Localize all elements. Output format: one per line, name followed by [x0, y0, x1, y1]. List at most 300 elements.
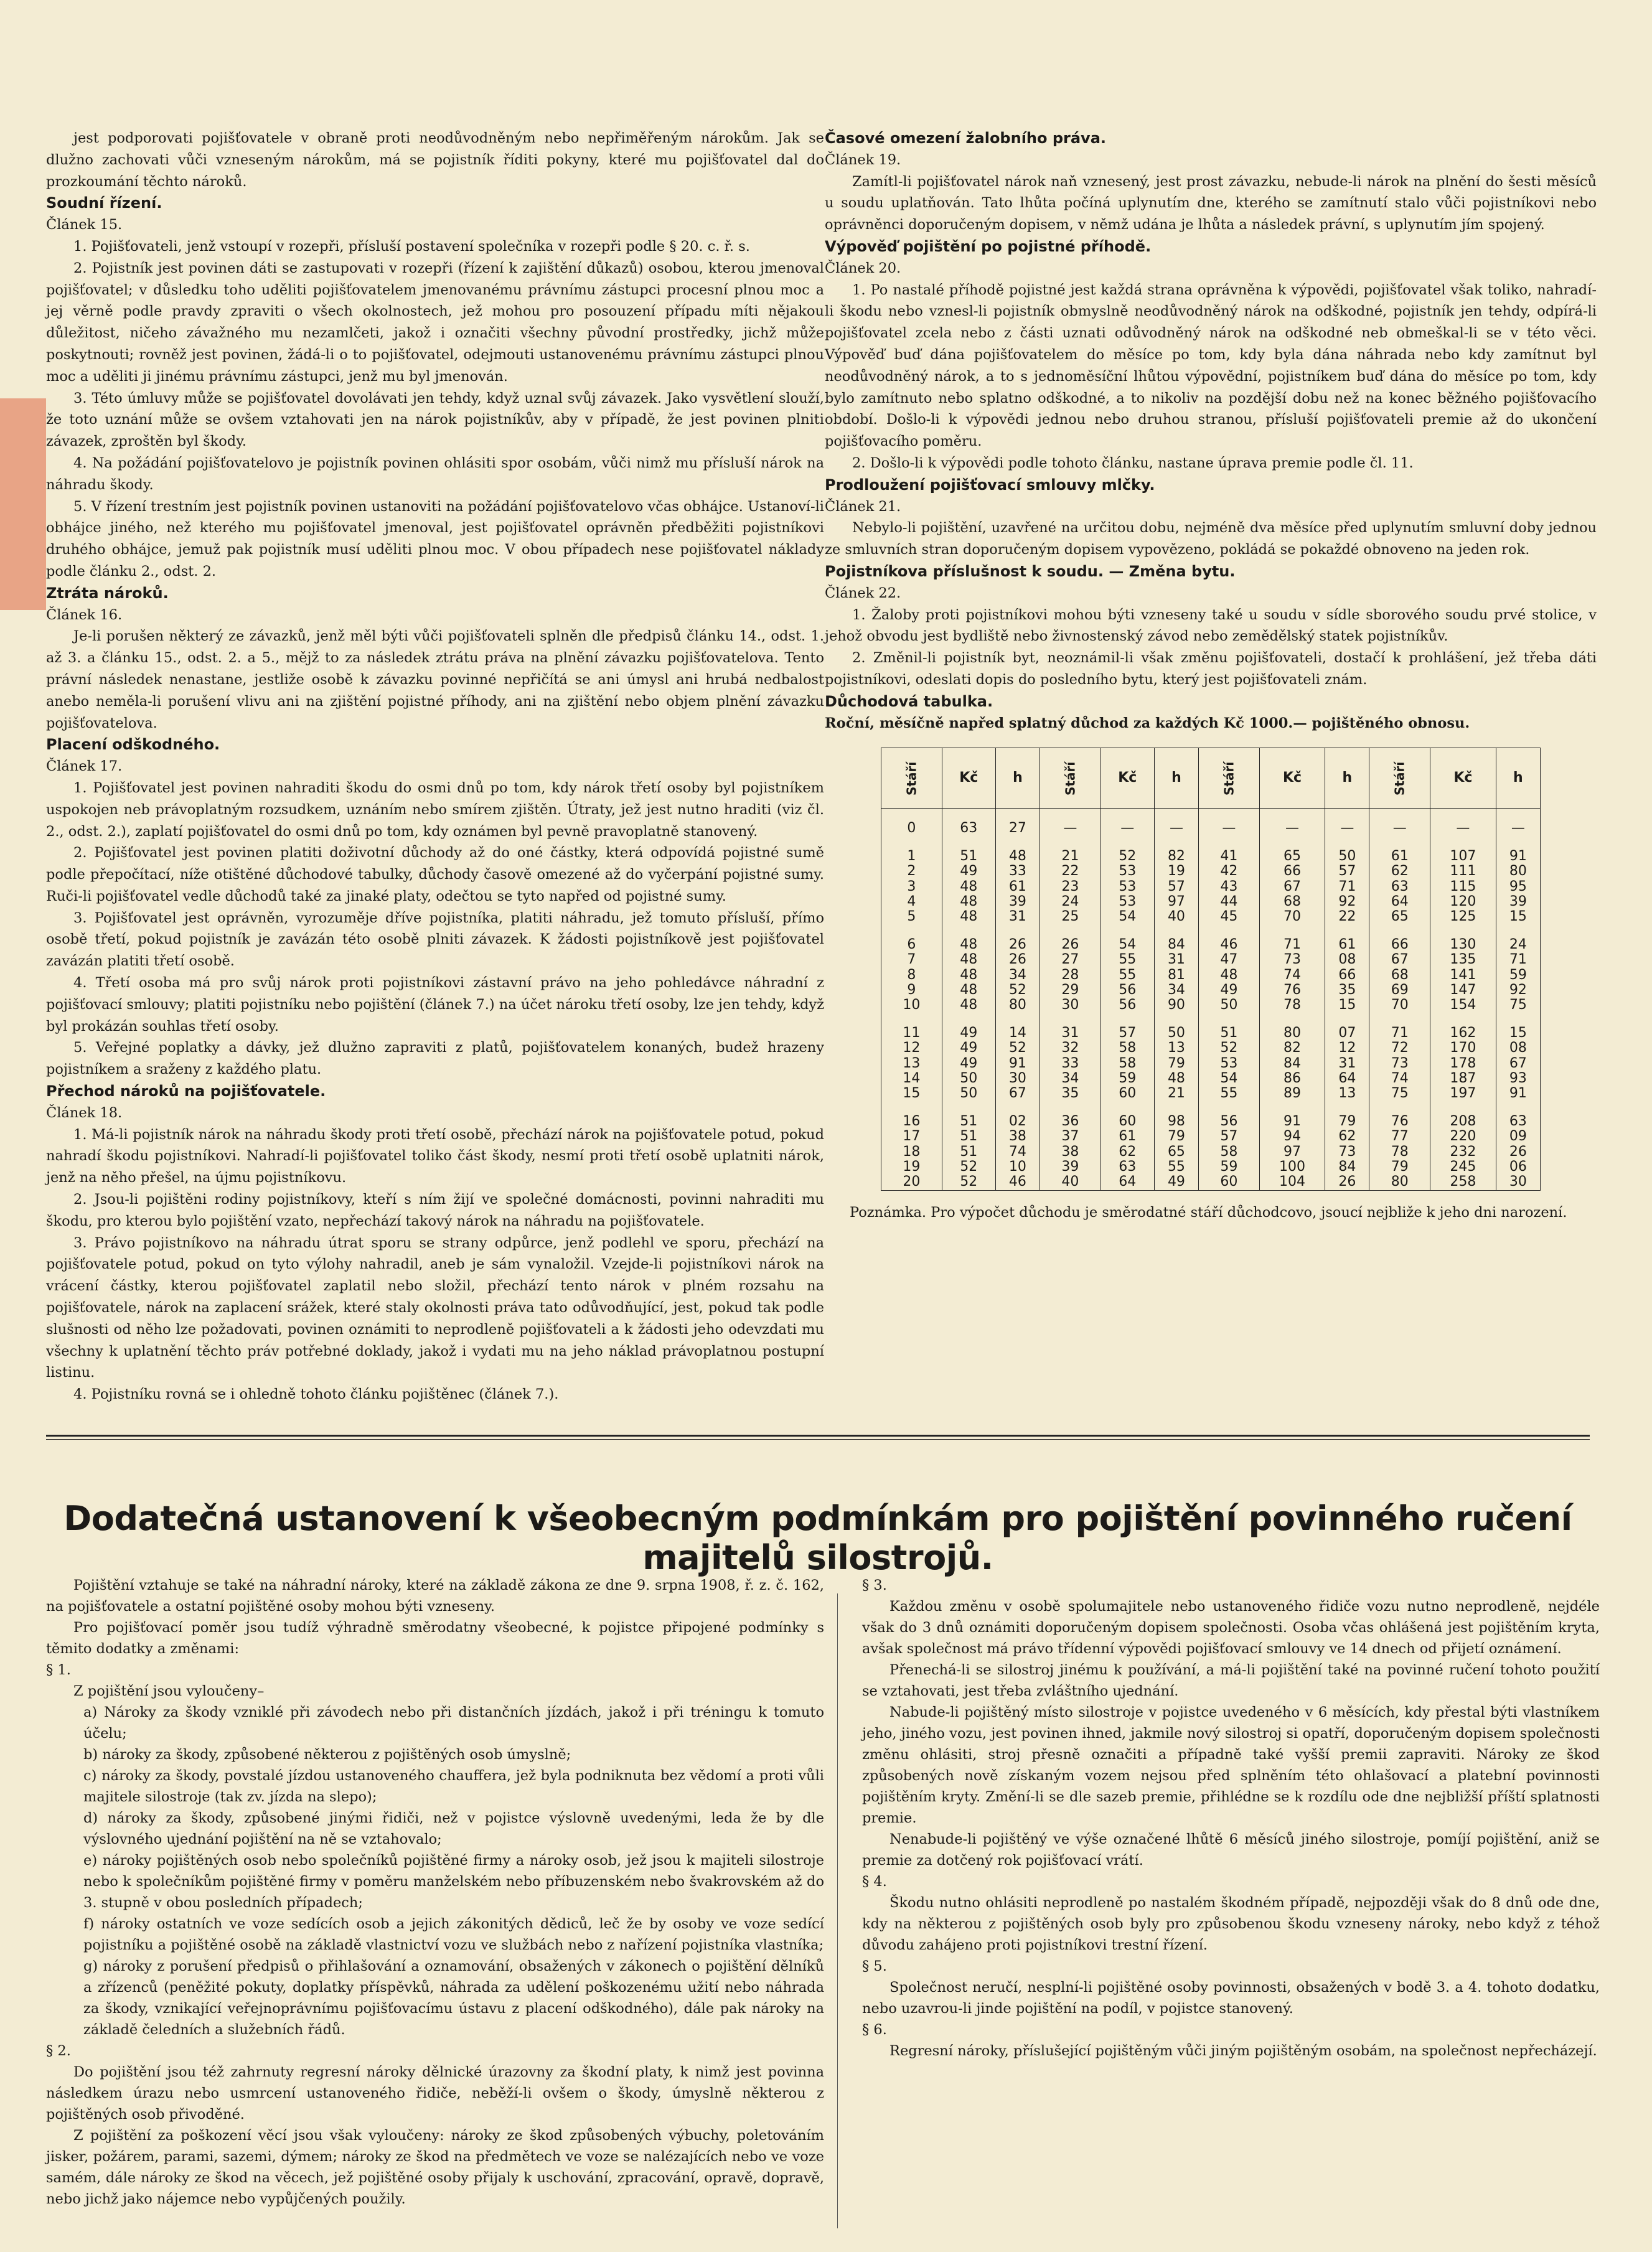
- table-cell: 54: [1199, 1071, 1260, 1086]
- table-cell: 11: [881, 1026, 942, 1041]
- table-cell: 42: [1199, 864, 1260, 879]
- supplement-right-column: [862, 1575, 1600, 2062]
- table-cell: 17: [881, 1129, 942, 1144]
- table-cell: 84: [1259, 1056, 1325, 1071]
- table-cell: 70: [1369, 998, 1430, 1013]
- column-divider: [837, 1593, 838, 2228]
- table-cell: 30: [1040, 998, 1101, 1013]
- table-cell: 48: [942, 983, 995, 998]
- table-cell: 34: [1154, 983, 1198, 998]
- table-cell: 69: [1369, 983, 1430, 998]
- paragraph: 2. Změnil-li pojistník byt, neoznámil-li však změnu pojišťovateli, dostačí k prohlášení, jež třeba dáti pojistníkovi, odeslati dopis do posledního bytu, který jest pojišťovateli znám.: [825, 650, 1597, 688]
- table-cell: 64: [1369, 894, 1430, 909]
- table-cell: 56: [1101, 983, 1154, 998]
- table-row: [881, 1041, 1541, 1056]
- table-cell: 12: [881, 1041, 942, 1056]
- table-cell: 26: [1496, 1145, 1540, 1160]
- paragraph: 4. Třetí osoba má pro svůj nárok proti pojistníkovi zástavní právo na jeho pohledávce náhradní z pojišťovací smlouvy; platiti pojistníku nebo pojištění (článek 7.) na účet nároku třetí osoby, lze jen tehdy, když byl prokázán souhlas třetí osoby.: [46, 975, 824, 1035]
- table-cell: 71: [1369, 1026, 1430, 1041]
- header-age: Stáří: [1040, 748, 1101, 809]
- table-cell: 55: [1154, 1160, 1198, 1175]
- table-cell: 39: [1040, 1160, 1101, 1175]
- table-cell: 178: [1430, 1056, 1496, 1071]
- paragraph: Přenechá-li se silostroj jinému k používání, a má-li pojištění také na povinné ručení tohoto použití se vztahovati, jest třeba zvláštního ujednání.: [862, 1662, 1600, 1699]
- table-cell: 65: [1259, 849, 1325, 864]
- table-cell: 93: [1496, 1071, 1540, 1086]
- table-cell: 47: [1199, 952, 1260, 967]
- table-cell: 80: [995, 998, 1040, 1013]
- table-cell: 55: [1101, 952, 1154, 967]
- table-cell: 98: [1154, 1114, 1198, 1129]
- table-row: [881, 968, 1541, 983]
- paragraph: 3. Pojišťovatel jest oprávněn, vyrozuměje dříve pojistníka, platiti náhradu, jež tomuto přísluší, přímo osobě třetí, pokud pojistník je zavázán této osobě plniti závazek. K žádosti pojistníkově jest pojišťovatel zavázán platiti třetí osobě.: [46, 909, 824, 970]
- table-cell: 82: [1154, 849, 1198, 864]
- table-cell: 51: [942, 1145, 995, 1160]
- paragraph: 3. Této úmluvy může se pojišťovatel dovolávati jen tehdy, když uznal svůj závazek. Jako vysvětlení slouží, že toto uznání může se ovšem vztahovati jen na nárok pojistníkův, aby v případě, že jest povinen plniti závazek, zproštěn byl škody.: [46, 390, 824, 450]
- table-subtitle: Roční, měsíčně napřed splatný důchod za každých Kč 1000.— pojištěného obnosu.: [825, 715, 1470, 731]
- paragraph-number: § 2.: [46, 2043, 71, 2059]
- table-cell: 16: [881, 1114, 942, 1129]
- table-cell: 1: [881, 849, 942, 864]
- table-title: Důchodová tabulka.: [825, 692, 993, 710]
- table-cell: —: [1199, 821, 1260, 836]
- table-row: [881, 998, 1541, 1013]
- table-cell: 97: [1154, 894, 1198, 909]
- table-cell: 56: [1199, 1114, 1260, 1129]
- table-cell: 74: [995, 1145, 1040, 1160]
- table-cell: 258: [1430, 1175, 1496, 1190]
- table-cell: 07: [1325, 1026, 1369, 1041]
- paragraph: Z pojištění jsou vyloučeny–: [73, 1683, 265, 1699]
- table-cell: 4: [881, 894, 942, 909]
- paragraph: e) nároky pojištěných osob nebo společníků pojištěné firmy a nároky osob, jež jsou k majiteli silostroje nebo k společníkům pojištěné firmy v poměru manželském nebo příbuzenském nebo švakrovském až do 3. stupně v obou posledních případech;: [83, 1852, 824, 1911]
- table-cell: 31: [1325, 1056, 1369, 1071]
- table-row: [881, 1114, 1541, 1129]
- table-cell: 48: [942, 937, 995, 952]
- table-cell: 31: [995, 909, 1040, 924]
- table-cell: 51: [942, 849, 995, 864]
- left-column: [46, 128, 824, 1405]
- table-cell: 19: [881, 1160, 942, 1175]
- table-row: [881, 909, 1541, 924]
- table-row: [881, 952, 1541, 967]
- table-cell: 75: [1369, 1086, 1430, 1101]
- paragraph: Pojištění vztahuje se také na náhradní nároky, které na základě zákona ze dne 9. srpna 1908, ř. z. č. 162, na pojišťovatele a ostatní pojištěné osoby mohou býti vzneseny.: [46, 1577, 824, 1615]
- table-cell: 13: [881, 1056, 942, 1071]
- table-row: [881, 1145, 1541, 1160]
- table-cell: 52: [942, 1160, 995, 1175]
- table-cell: 52: [995, 983, 1040, 998]
- table-cell: 29: [1040, 983, 1101, 998]
- paragraph: Zamítl-li pojišťovatel nárok naň vznesený, jest prost závazku, nebude-li nárok na plnění do šesti měsíců u soudu uplatňován. Tato lhůta počíná uplynutím dne, kterého se zamítnutí stalo vůči pojistníkovi nebo oprávněnci doporučeným dopisem, v němž udána je lhůta a následek právní, s uplynutím jím spojený.: [825, 173, 1597, 233]
- table-cell: 48: [942, 952, 995, 967]
- table-cell: 66: [1325, 968, 1369, 983]
- table-cell: 38: [995, 1129, 1040, 1144]
- table-cell: 46: [995, 1175, 1040, 1190]
- table-cell: 80: [1369, 1175, 1430, 1190]
- table-cell: 63: [1369, 880, 1430, 894]
- header-kc: Kč: [1259, 748, 1325, 809]
- table-cell: 80: [1259, 1026, 1325, 1041]
- table-cell: 40: [1040, 1175, 1101, 1190]
- table-cell: 26: [995, 937, 1040, 952]
- paragraph: Nebylo-li pojištění, uzavřené na určitou dobu, nejméně dva měsíce před uplynutím smluvní doby jednou ze smluvních stran doporučeným dopisem vypovězeno, pokládá se pokaždé obnoveno na jeden rok.: [825, 520, 1597, 558]
- supplement-left-column: [46, 1575, 824, 2210]
- table-note: Poznámka. Pro výpočet důchodu je směrodatné stáří důchodcovo, jsoucí nejbliže k jeho dni narození.: [850, 1204, 1567, 1221]
- table-cell: 20: [881, 1175, 942, 1190]
- table-cell: 21: [1154, 1086, 1198, 1101]
- paragraph: f) nároky ostatních ve voze sedících osob a jejich zákonitých dědiců, leč že by osoby ve voze sedící pojistníku a pojištěné osobě na základě vlastnictví vozu ve službách nebo z nařízení pojistníka vlastníka;: [83, 1916, 824, 1953]
- table-cell: 72: [1369, 1041, 1430, 1056]
- table-cell: 7: [881, 952, 942, 967]
- table-cell: —: [1496, 821, 1540, 836]
- table-cell: 94: [1259, 1129, 1325, 1144]
- table-cell: 220: [1430, 1129, 1496, 1144]
- table-cell: 59: [1199, 1160, 1260, 1175]
- table-cell: 73: [1325, 1145, 1369, 1160]
- table-cell: 58: [1101, 1041, 1154, 1056]
- table-cell: 38: [1040, 1145, 1101, 1160]
- right-column: [825, 128, 1597, 1224]
- table-cell: 40: [1154, 909, 1198, 924]
- table-cell: 51: [942, 1114, 995, 1129]
- table-cell: 57: [1199, 1129, 1260, 1144]
- paragraph: 5. V řízení trestním jest pojistník povinen ustanoviti na požádání pojišťovatelovo včas obhájce. Ustanoví-li obhájce jiného, než kterého mu pojišťovatel jmenoval, jest pojišťovatel oprávněn předběžiti pojistníkovi druhého obhájce, jemuž pak pojistník musí uděliti plnou moc. V obou případech nese pojišťovatel náklady podle článku 2., odst. 2.: [46, 498, 824, 579]
- table-cell: 53: [1101, 864, 1154, 879]
- table-cell: 0: [881, 821, 942, 836]
- table-cell: 135: [1430, 952, 1496, 967]
- table-cell: 78: [1259, 998, 1325, 1013]
- table-cell: 52: [995, 1041, 1040, 1056]
- table-cell: 82: [1259, 1041, 1325, 1056]
- table-cell: 30: [995, 1071, 1040, 1086]
- paragraph: 1. Pojišťovateli, jenž vstoupí v rozepři, přísluší postavení společníka v rozepři podle § 20. c. ř. s.: [73, 238, 750, 255]
- table-cell: 35: [1040, 1086, 1101, 1101]
- table-cell: 141: [1430, 968, 1496, 983]
- table-cell: 64: [1325, 1071, 1369, 1086]
- table-cell: —: [1259, 821, 1325, 836]
- table-cell: 120: [1430, 894, 1496, 909]
- table-cell: 73: [1259, 952, 1325, 967]
- table-cell: 170: [1430, 1041, 1496, 1056]
- table-cell: 90: [1154, 998, 1198, 1013]
- table-cell: 66: [1369, 937, 1430, 952]
- table-row: [881, 1086, 1541, 1101]
- table-cell: 51: [942, 1129, 995, 1144]
- table-cell: 31: [1154, 952, 1198, 967]
- table-cell: 49: [942, 1026, 995, 1041]
- table-row: [881, 864, 1541, 879]
- section-heading: Soudní řízení.: [46, 194, 162, 212]
- table-cell: 15: [1496, 1026, 1540, 1041]
- table-cell: 5: [881, 909, 942, 924]
- header-age: Stáří: [881, 748, 942, 809]
- table-cell: 09: [1496, 1129, 1540, 1144]
- table-cell: 48: [942, 909, 995, 924]
- header-h: h: [1496, 748, 1540, 809]
- table-cell: 62: [1325, 1129, 1369, 1144]
- table-cell: 79: [1325, 1114, 1369, 1129]
- table-cell: 107: [1430, 849, 1496, 864]
- table-cell: 73: [1369, 1056, 1430, 1071]
- table-cell: 49: [942, 864, 995, 879]
- header-age: Stáří: [1199, 748, 1260, 809]
- paragraph: 5. Veřejné poplatky a dávky, jež dlužno zapraviti z platů, pojišťovatelem konaných, budež hrazeny pojistníkem a sraženy z každého platu.: [46, 1039, 824, 1078]
- table-cell: 22: [1040, 864, 1101, 879]
- table-cell: 91: [1496, 1086, 1540, 1101]
- table-cell: 34: [995, 968, 1040, 983]
- header-kc: Kč: [942, 748, 995, 809]
- paragraph: 2. Došlo-li k výpovědi podle tohoto článku, nastane úprava premie podle čl. 11.: [852, 454, 1414, 471]
- table-cell: 49: [942, 1041, 995, 1056]
- table-cell: 02: [995, 1114, 1040, 1129]
- paragraph: Z pojištění za poškození věcí jsou však vyloučeny: nároky ze škod způsobených výbuchy, poletováním jisker, požárem, parami, sazemi, dýmem; nároky ze škod na předmětech ve voze se nalézajících nebo ve voze samém, dále nároky ze škod na věcech, jež pojištěné osoby přijaly k uschování, zpracování, opravě, dopravě, nebo jichž jako nájemce nebo vypůjčených použily.: [46, 2128, 824, 2207]
- table-cell: 50: [942, 1071, 995, 1086]
- table-cell: 60: [1101, 1086, 1154, 1101]
- article-number: Článek 20.: [825, 260, 901, 276]
- table-cell: 15: [1496, 909, 1540, 924]
- table-cell: 45: [1199, 909, 1260, 924]
- table-cell: 91: [1259, 1114, 1325, 1129]
- paragraph: a) Nároky za škody vzniklé při závodech nebo při distančních jízdách, jakož i při tréningu k tomuto účelu;: [83, 1704, 824, 1742]
- table-cell: 61: [1369, 849, 1430, 864]
- table-cell: 84: [1325, 1160, 1369, 1175]
- table-cell: 75: [1496, 998, 1540, 1013]
- table-row: [881, 1160, 1541, 1175]
- table-header-row: [881, 748, 1541, 809]
- table-cell: 26: [1325, 1175, 1369, 1190]
- table-cell: —: [1101, 821, 1154, 836]
- table-cell: 91: [995, 1056, 1040, 1071]
- table-cell: 77: [1369, 1129, 1430, 1144]
- table-cell: 50: [1154, 1026, 1198, 1041]
- table-cell: 89: [1259, 1086, 1325, 1101]
- table-cell: 58: [1101, 1056, 1154, 1071]
- table-cell: 53: [1101, 880, 1154, 894]
- table-cell: 68: [1369, 968, 1430, 983]
- table-cell: —: [1040, 821, 1101, 836]
- table-cell: 13: [1154, 1041, 1198, 1056]
- table-cell: 63: [1101, 1160, 1154, 1175]
- table-cell: 56: [1101, 998, 1154, 1013]
- table-cell: 55: [1199, 1086, 1260, 1101]
- header-h: h: [1325, 748, 1369, 809]
- table-cell: 9: [881, 983, 942, 998]
- table-cell: 36: [1040, 1114, 1101, 1129]
- table-cell: 76: [1259, 983, 1325, 998]
- paragraph: g) nároky z porušení předpisů o přihlašování a oznamování, obsažených v zákonech o pojištění dělníků a zřízenců (peněžité pokuty, doplatky příspěvků, náhrada za udělení poškozenému užití nebo náhrada za škody, vznikající veřejnoprávnímu pojišťovacímu ústavu z placení odškodného), dále pak nároky na základě čeledních a služebních řádů.: [83, 1958, 824, 2038]
- section-heading: Ztráta nároků.: [46, 584, 169, 602]
- table-row: [881, 1071, 1541, 1086]
- table-cell: 60: [1101, 1114, 1154, 1129]
- table-cell: 58: [1199, 1145, 1260, 1160]
- table-cell: 147: [1430, 983, 1496, 998]
- table-cell: 197: [1430, 1086, 1496, 1101]
- table-cell: 52: [1199, 1041, 1260, 1056]
- table-row: [881, 821, 1541, 836]
- section-divider: [46, 1435, 1590, 1437]
- table-cell: 52: [942, 1175, 995, 1190]
- table-cell: 95: [1496, 880, 1540, 894]
- table-body: [881, 809, 1541, 1191]
- table-cell: 54: [1101, 937, 1154, 952]
- paragraph-number: § 5.: [862, 1958, 887, 1974]
- table-cell: 12: [1325, 1041, 1369, 1056]
- table-cell: 25: [1040, 909, 1101, 924]
- table-cell: 53: [1101, 894, 1154, 909]
- table-cell: 59: [1101, 1071, 1154, 1086]
- table-cell: 19: [1154, 864, 1198, 879]
- table-cell: 28: [1040, 968, 1101, 983]
- table-cell: 79: [1369, 1160, 1430, 1175]
- table-cell: 65: [1154, 1145, 1198, 1160]
- paragraph: 1. Má-li pojistník nárok na náhradu škody proti třetí osobě, přechází nárok na pojišťovatele potud, pokud nahradí škodu pojistníkovi. Nahradí-li pojišťovatel toliko část škody, nesmí proti třetí osobě uplatniti nárok, jenž na něho přešel, na újmu pojistníkovu.: [46, 1126, 824, 1186]
- table-cell: 13: [1325, 1086, 1369, 1101]
- paragraph: Pro pojišťovací poměr jsou tudíž výhradně směrodatny všeobecné, k pojistce připojené podmínky s těmito dodatky a změnami:: [46, 1620, 824, 1657]
- paragraph-number: § 4.: [862, 1874, 887, 1890]
- table-cell: 66: [1259, 864, 1325, 879]
- table-cell: 49: [1199, 983, 1260, 998]
- section-heading: Časové omezení žalobního práva.: [825, 129, 1107, 147]
- table-cell: 61: [995, 880, 1040, 894]
- table-cell: 62: [1369, 864, 1430, 879]
- paragraph: 4. Pojistníku rovná se i ohledně tohoto článku pojištěnec (článek 7.).: [73, 1386, 559, 1403]
- table-cell: 80: [1496, 864, 1540, 879]
- table-cell: 208: [1430, 1114, 1496, 1129]
- paragraph-number: § 3.: [862, 1577, 887, 1593]
- article-number: Článek 22.: [825, 584, 901, 601]
- table-cell: 50: [1325, 849, 1369, 864]
- table-cell: 71: [1325, 880, 1369, 894]
- paragraph: jest podporovati pojišťovatele v obraně proti neodůvodněným nebo nepřiměřeným nárokům. Jak se dlužno zachovati vůči vzneseným nárokům, má se pojistník říditi pokyny, které mu pojišťovatel dal do prozkoumání těchto nároků.: [46, 130, 824, 190]
- table-cell: 92: [1496, 983, 1540, 998]
- table-cell: 162: [1430, 1026, 1496, 1041]
- table-cell: 49: [942, 1056, 995, 1071]
- table-cell: 34: [1040, 1071, 1101, 1086]
- article-number: Článek 18.: [46, 1104, 123, 1121]
- table-cell: 15: [881, 1086, 942, 1101]
- paragraph: 2. Pojistník jest povinen dáti se zastupovati v rozepři (řízení k zajištění důkazů) osobou, kterou jmenoval pojišťovatel; v důsledku toho uděliti pojišťovatelem jmenovanému právnímu zástupci procesní plnou moc a jej věrně podle pravdy zpraviti o všech okolnostech, jež mohou pro posouzení případu míti nějakou důležitost, ničeho závažného mu nezamlčeti, jakož i označiti všechny původní prostředky, jichž může poskytnouti; rovněž jest povinen, žádá-li o to pojišťovatel, odejmouti ustanovenému právnímu zástupci plnou moc a uděliti ji jinému právnímu zástupci, jenž mu byl jmenován.: [46, 260, 824, 385]
- table-cell: 91: [1496, 849, 1540, 864]
- paragraph: Regresní nároky, příslušející pojištěným vůči jiným pojištěným osobám, na společnost nepřecházejí.: [889, 2043, 1597, 2059]
- table-cell: 70: [1259, 909, 1325, 924]
- table-cell: 15: [1325, 998, 1369, 1013]
- article-number: Článek 16.: [46, 606, 123, 623]
- table-cell: —: [1369, 821, 1430, 836]
- table-cell: 104: [1259, 1175, 1325, 1190]
- table-cell: 67: [995, 1086, 1040, 1101]
- article-number: Článek 21.: [825, 498, 901, 515]
- paragraph: 1. Pojišťovatel jest povinen nahraditi škodu do osmi dnů po tom, kdy nárok třetí osoby byl pojistníkem uspokojen neb právoplatným rozsudkem, uznáním nebo smírem zjištěn. Útraty, jež jest nutno hraditi (viz čl. 2., odst. 2.), zaplatí pojišťovatel do osmi dnů po tom, kdy oznámen byl pevně pravoplatně stanovený.: [46, 779, 824, 840]
- paragraph: 1. Po nastalé příhodě pojistné jest každá strana oprávněna k výpovědi, pojišťovatel však toliko, nahradí-li škodu nebo vznesl-li pojistník obmyslně neodůvodněný nárok na odškodné, pojistník jen tehdy, odpírá-li pojišťovatel zcela nebo z části uznati odůvodněný nárok na odškodné neb obmeškal-li se v této věci. Výpověď buď dána pojišťovatelem do měsíce po tom, kdy byla dána náhrada nebo kdy zamítnut byl neodůvodněný nárok, a to s jednoměsíční lhůtou výpovědní, pojistníkem buď dána do měsíce po tom, kdy bylo zamítnuto nebo splatno odškodné, a to nikoliv na pozdější dobu než na konec běžného pojišťovacího období. Došlo-li k výpovědi jednou nebo druhou stranou, přísluší pojišťovateli premie až do ukončení pojišťovacího poměru.: [825, 281, 1597, 450]
- table-cell: 59: [1496, 968, 1540, 983]
- pension-table-wrap: [881, 748, 1541, 1191]
- table-row: [881, 1175, 1541, 1190]
- table-cell: 33: [1040, 1056, 1101, 1071]
- table-cell: 48: [942, 998, 995, 1013]
- table-cell: 111: [1430, 864, 1496, 879]
- table-row: [881, 849, 1541, 864]
- table-cell: 67: [1496, 1056, 1540, 1071]
- table-row: [881, 1129, 1541, 1144]
- table-cell: 26: [1040, 937, 1101, 952]
- table-cell: 6: [881, 937, 942, 952]
- paragraph: c) nároky za škody, povstalé jízdou ustanoveného chauffera, jež byla podniknuta bez vědomí a proti vůli majitele silostroje (tak zv. jízda na slepo);: [83, 1768, 824, 1805]
- table-row: [881, 880, 1541, 894]
- paragraph: Do pojištění jsou též zahrnuty regresní nároky dělnické úrazovny za škodní platy, k nimž jest povinna následkem úrazu nebo usmrcení ustanoveného řidiče, neběží-li ovšem o škody, úmyslně některou z pojištěných osob přivoděné.: [46, 2064, 824, 2123]
- paragraph-number: § 6.: [862, 2022, 887, 2038]
- table-cell: 27: [995, 821, 1040, 836]
- table-cell: 06: [1496, 1160, 1540, 1175]
- header-age: Stáří: [1369, 748, 1430, 809]
- table-cell: 60: [1199, 1175, 1260, 1190]
- table-cell: 68: [1259, 894, 1325, 909]
- section-heading: Prodloužení pojišťovací smlouvy mlčky.: [825, 476, 1155, 494]
- section-heading: Placení odškodného.: [46, 736, 220, 754]
- paragraph: 3. Právo pojistníkovo na náhradu útrat sporu se strany odpůrce, jenž podlehl ve sporu, přechází na pojišťovatele potud, pokud on tyto výlohy nahradil, aneb je sám vynaložil. Vzejde-li pojistníkovi nárok na vrácení částky, kterou pojišťovatel zaplatil nebo složil, přechází tento nárok v plném rozsahu na pojišťovatele, nárok na zaplacení srážek, které staly okolnosti práva tato odůvodňující, jest, pokud tak podle slušnosti od něho lze požadovati, povinen oznámiti to neprodleně pojišťovateli a k žádosti jeho odevzdati mu všechny k uplatnění těchto práv potřebné doklady, jakož i vydati mu na jeho náklad právoplatnou postupní listinu.: [46, 1234, 824, 1381]
- table-cell: 61: [1101, 1129, 1154, 1144]
- header-kc: Kč: [1430, 748, 1496, 809]
- table-cell: 44: [1199, 894, 1260, 909]
- table-cell: 31: [1040, 1026, 1101, 1041]
- table-cell: 97: [1259, 1145, 1325, 1160]
- table-cell: 30: [1496, 1175, 1540, 1190]
- table-cell: 48: [1199, 968, 1260, 983]
- table-row: [881, 1026, 1541, 1041]
- paragraph: Je-li porušen některý ze závazků, jenž měl býti vůči pojišťovateli splněn dle předpisů článku 14., odst. 1. až 3. a článku 15., odst. 2. a 5., mějž to za následek ztrátu práva na plnění závazku pojišťovatelova. Tento právní následek nenastane, jestliže osobě k závazku povinné nepřičítá se ani úmysl ani hrubá nedbalost anebo neměla-li porušení vlivu ani na zjištění pojistné příhody, ani na zjištění nebo objem plnění závazku pojišťovatelova.: [46, 628, 824, 731]
- table-cell: 46: [1199, 937, 1260, 952]
- table-cell: 81: [1154, 968, 1198, 983]
- right-column-articles: [825, 128, 1597, 691]
- table-cell: 79: [1154, 1129, 1198, 1144]
- paragraph: Každou změnu v osobě spolumajitele nebo ustanoveného řidiče vozu nutno neprodleně, nejdéle však do 3 dnů oznámiti doporučeným dopisem společnosti. Osoba včas ohlášená jest pojištěním kryta, avšak společnost má právo třídenní výpovědi pojišťovací smlouvy ve 14 dnech od přijetí oznámení.: [862, 1598, 1600, 1657]
- table-row: [881, 937, 1541, 952]
- paragraph: 2. Pojišťovatel jest povinen platiti doživotní důchody až do oné částky, která odpovídá pojistné sumě podle přepočítací, níže otištěné důchodové tabulky, důchody časově omezené až do vyčerpání pojistné sumy. Ruči-li pojišťovatel vedle důchodů také za jinaké platy, odečtou se tyto napřed od pojistné sumy.: [46, 845, 824, 904]
- paragraph: Nabude-li pojištěný místo silostroje v pojistce uvedeného v 6 měsících, kdy přestal býti vlastníkem jeho, jiného vozu, jest povinen ihned, jakmile nový silostroj si opatří, doporučeným dopisem společnosti změnu ohlásiti, stroj přesně označiti a případně také vyšší premii zapraviti. Nároky ze škod způsobených nově získaným vozem nejsou před splněním této ohlašovací a platební povinnosti pojištěním kryty. Změní-li se dle sazeb premie, přihlédne se k rozdílu ode dne nejbližší příští splatnosti premie.: [862, 1704, 1600, 1826]
- table-cell: —: [1325, 821, 1369, 836]
- table-cell: 57: [1101, 1026, 1154, 1041]
- table-row: [881, 894, 1541, 909]
- table-cell: 76: [1369, 1114, 1430, 1129]
- paragraph: Nenabude-li pojištěný ve výše označené lhůtě 6 měsíců jiného silostroje, pomíjí pojištění, aniž se premie za dotčený rok pojišťovací vrátí.: [862, 1831, 1600, 1869]
- paragraph: b) nároky za škody, způsobené některou z pojištěných osob úmyslně;: [83, 1747, 571, 1763]
- paragraph: Společnost neručí, nesplní-li pojištěné osoby povinnosti, obsažených v bodě 3. a 4. tohoto dodatku, nebo uzavrou-li jinde pojištění na podíl, v pojistce stanovený.: [862, 1979, 1600, 2017]
- table-cell: 71: [1496, 952, 1540, 967]
- table-cell: 55: [1101, 968, 1154, 983]
- header-h: h: [995, 748, 1040, 809]
- table-cell: 71: [1259, 937, 1325, 952]
- paragraph: 1. Žaloby proti pojistníkovi mohou býti vzneseny také u soudu v sídle sborového soudu prvé stolice, v jehož obvodu jest bydliště nebo živnostenský závod nebo zemědělský statek pojistníkův.: [825, 606, 1597, 645]
- article-number: Článek 19.: [825, 151, 901, 168]
- table-cell: 08: [1496, 1041, 1540, 1056]
- header-kc: Kč: [1101, 748, 1154, 809]
- table-cell: 22: [1325, 909, 1369, 924]
- table-cell: 18: [881, 1145, 942, 1160]
- table-cell: 49: [1154, 1175, 1198, 1190]
- table-cell: 48: [942, 968, 995, 983]
- table-cell: 52: [1101, 849, 1154, 864]
- section-heading: Pojistníkova příslušnost k soudu. — Změna bytu.: [825, 562, 1236, 580]
- table-cell: 78: [1369, 1145, 1430, 1160]
- table-cell: 65: [1369, 909, 1430, 924]
- table-cell: 32: [1040, 1041, 1101, 1056]
- table-cell: 63: [1496, 1114, 1540, 1129]
- paragraph: 2. Jsou-li pojištěni rodiny pojistníkovy, kteří s ním žijí ve společné domácnosti, povinni nahraditi mu škodu, pro kterou bylo pojištění vzato, nepřechází takový nárok na náhradu na pojišťovatele.: [46, 1191, 824, 1229]
- article-number: Článek 15.: [46, 217, 123, 233]
- paper-tab-marker: [0, 398, 46, 610]
- table-cell: 43: [1199, 880, 1260, 894]
- table-cell: 130: [1430, 937, 1496, 952]
